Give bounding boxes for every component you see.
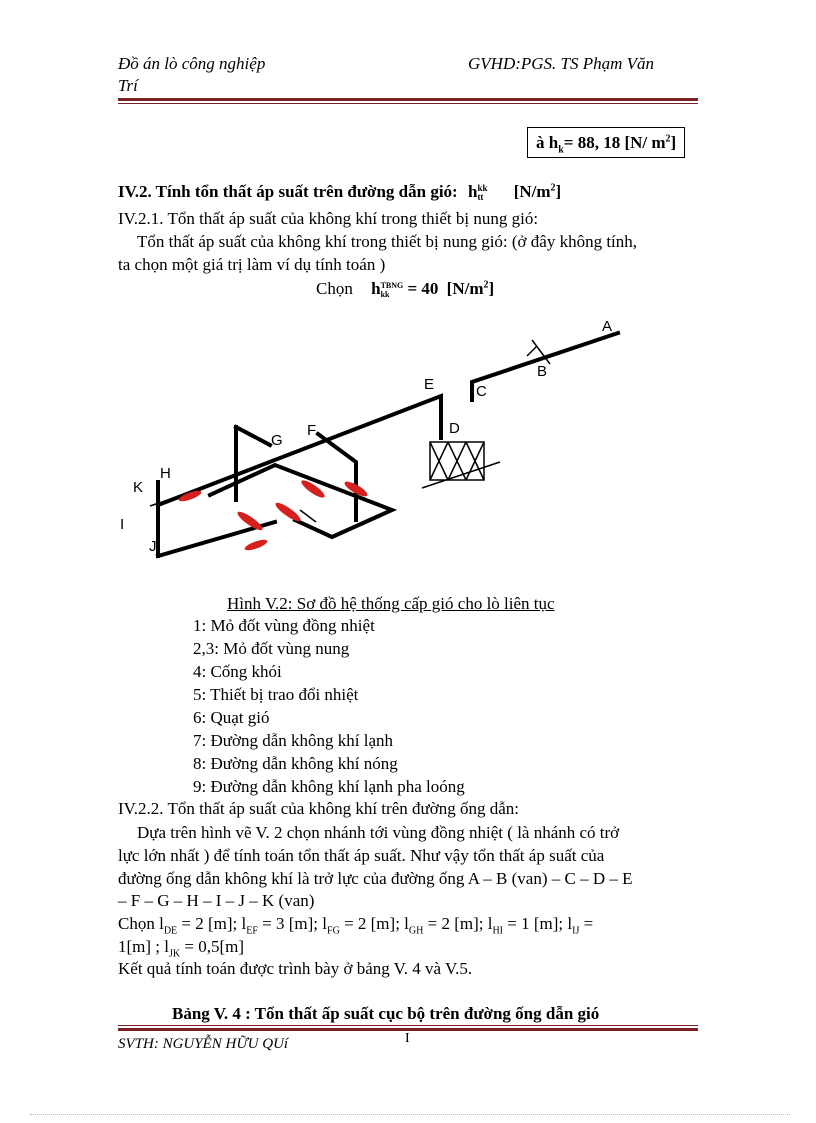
lengths-text: = 1 [m]; l <box>503 914 573 933</box>
choose-unit-close: ] <box>488 279 495 298</box>
label-j: J <box>149 538 157 555</box>
lengths-line-1 <box>118 912 593 935</box>
choose-label: Chọn <box>316 279 353 298</box>
page-bottom-dots <box>30 1114 790 1115</box>
header-right-advisor: GVHD:PGS. TS Phạm Văn <box>468 54 655 73</box>
sub2-para-line: Dựa trên hình vẽ V. 2 chọn nhánh tới vùng đồng nhiệt ( là nhánh có trở <box>137 823 620 842</box>
burner-4 <box>273 500 302 524</box>
label-i: I <box>120 516 125 533</box>
lengths-sub: DE <box>163 925 178 937</box>
figure-legend <box>193 614 465 798</box>
lengths-sub: JK <box>169 948 181 960</box>
label-k: K <box>133 479 144 496</box>
section-title-sub: tt <box>477 192 484 203</box>
result-sub: k <box>558 144 564 156</box>
lengths-sub: HI <box>492 925 504 937</box>
label-h: H <box>160 465 171 482</box>
legend-item: 9: Đường dẫn không khí lạnh pha loóng <box>193 777 465 796</box>
duct-g-top <box>236 427 270 445</box>
result-box <box>527 127 685 158</box>
header-left-title: Đồ án lò công nghiệp <box>118 54 266 73</box>
lengths-sub: GH <box>408 925 424 937</box>
lengths-text: Chọn l <box>118 914 164 933</box>
header-rule-thick <box>118 98 698 101</box>
heat-exchanger-base <box>422 462 500 488</box>
label-e: E <box>424 376 435 393</box>
table-title: Bảng V. 4 : Tổn thất ấp suất cục bộ trên đường ống dẫn gió <box>172 1004 600 1023</box>
lengths-text: = 2 [m]; l <box>339 914 409 933</box>
label-f: F <box>307 422 317 439</box>
lengths-text: = <box>579 914 594 933</box>
legend-item: 8: Đường dẫn không khí nóng <box>193 754 398 773</box>
legend-item: 6: Quạt gió <box>193 708 270 727</box>
lengths-text: = 2 [m]; l <box>423 914 493 933</box>
choose-sub: kk <box>380 290 390 300</box>
lengths-text: = 2 [m]; l <box>177 914 247 933</box>
section-title-unit: [N/m <box>513 182 551 201</box>
figure-caption: Hình V.2: Sơ đồ hệ thống cấp gió cho lò liên tục <box>227 594 555 613</box>
label-a: A <box>602 318 613 335</box>
section-title-text: IV.2. Tính tổn thất áp suất trên đường dẫn gió: <box>118 182 458 201</box>
sub1-heading: IV.2.1. Tổn thất áp suất của không khí trong thiết bị nung gió: <box>118 209 539 228</box>
label-b: B <box>537 363 548 380</box>
choose-sup: TBNG <box>380 281 404 291</box>
result-symbol: h <box>548 133 559 152</box>
legend-item: 4: Cống khói <box>193 662 282 681</box>
header-rule-thin <box>118 103 698 104</box>
legend-item: 5: Thiết bị trao đổi nhiệt <box>193 685 359 704</box>
sub2-heading: IV.2.2. Tổn thất áp suất của không khí trên đường ống dẫn: <box>118 799 519 818</box>
result-value: = 88, 18 [N/ m <box>563 133 666 152</box>
lengths-sub: IJ <box>572 925 580 937</box>
burner-3 <box>244 538 269 553</box>
lengths-sub: FG <box>327 925 340 937</box>
valve-b-stem <box>527 346 537 356</box>
choose-unit-sup: 2 <box>483 279 489 291</box>
sub1-para-line1: Tổn thất áp suất của không khí trong thiết bị nung gió: (ở đây không tính, <box>137 232 638 251</box>
sub1-choose-line <box>316 277 494 300</box>
result-sentence: Kết quả tính toán được trình bày ở bảng V. 4 và V.5. <box>118 959 473 978</box>
duct-e-h <box>158 396 441 505</box>
footer-rule-thin <box>118 1025 698 1026</box>
sub2-para-line: lực lớn nhất ) để tính toán tổn thất áp suất. Như vậy tổn thất áp suất của <box>118 846 605 865</box>
choose-value: = 40 <box>407 279 439 298</box>
result-sup: 2 <box>665 133 671 145</box>
lengths-text: 1[m] ; l <box>118 937 169 956</box>
section-title-symbol: h <box>467 182 478 201</box>
footer-page-number: I <box>405 1031 410 1046</box>
choose-unit: [N/m <box>446 279 484 298</box>
header-left-continuation: Trí <box>118 76 138 95</box>
label-c: C <box>476 383 487 400</box>
lengths-sub: EF <box>246 925 258 937</box>
choose-indices <box>381 281 404 299</box>
lengths-text: = 3 [m]; l <box>257 914 328 933</box>
result-close: ] <box>670 133 677 152</box>
section-title <box>118 180 561 203</box>
lengths-text: = 0,5[m] <box>180 937 245 956</box>
result-arrow: à <box>536 133 545 152</box>
footer-student: SVTH: NGUYỄN HỮU QUí <box>118 1036 289 1052</box>
choose-symbol: h <box>371 279 381 298</box>
section-title-unit-close: ] <box>555 182 562 201</box>
sub1-para-line2: ta chọn một giá trị làm ví dụ tính toán ) <box>118 255 386 274</box>
label-g: G <box>271 432 283 449</box>
section-title-unit-sup: 2 <box>550 182 556 194</box>
section-title-indices <box>477 184 487 202</box>
legend-item: 1: Mỏ đốt vùng đồng nhiệt <box>193 616 375 635</box>
legend-item: 7: Đường dẫn không khí lạnh <box>193 731 393 750</box>
valve-i <box>300 510 316 522</box>
sub2-para-line: – F – G – H – I – J – K (van) <box>118 891 315 910</box>
lengths-line-2 <box>118 935 244 958</box>
label-d: D <box>449 420 460 437</box>
air-supply-diagram <box>110 310 630 600</box>
legend-item: 2,3: Mỏ đốt vùng nung <box>193 639 350 658</box>
duct-f-vertical <box>318 434 356 520</box>
section-title-sup: kk <box>477 183 488 194</box>
sub2-para-line: đường ống dẫn không khí là trở lực của đường ống A – B (van) – C – D – E <box>118 869 633 888</box>
heat-exchanger-cross <box>430 442 484 480</box>
